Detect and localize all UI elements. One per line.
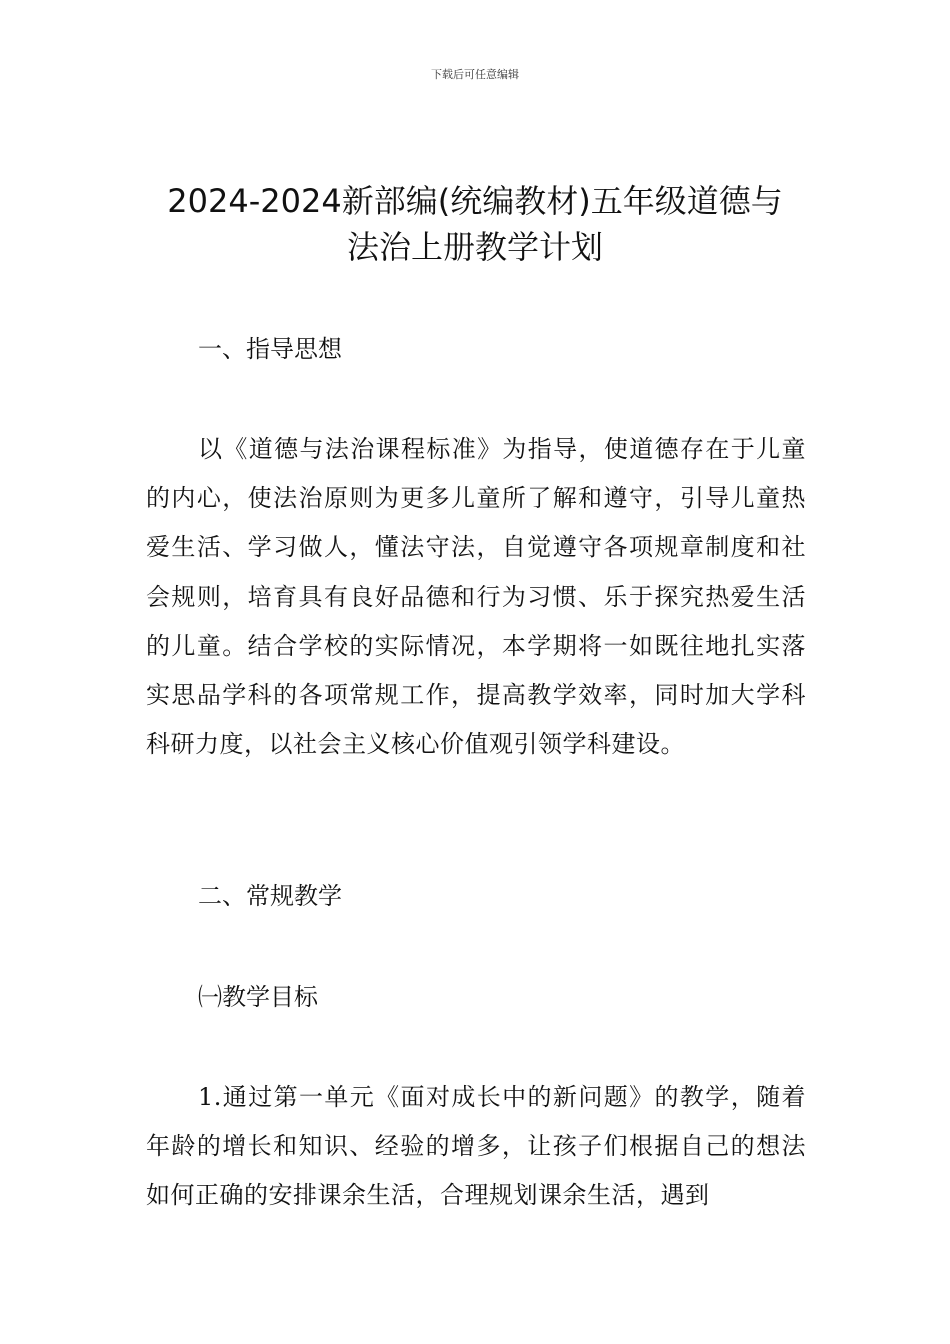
- section-1-body: [146, 425, 806, 769]
- item-1-body: [146, 1073, 806, 1221]
- document-title-line-1: 2024-2024新部编(统编教材)五年级道德与: [167, 182, 783, 220]
- section-1-heading: 一、指导思想: [198, 335, 342, 363]
- section-2-heading: 二、常规教学: [198, 882, 342, 910]
- page-header-note: 下载后可任意编辑: [431, 68, 519, 81]
- subsection-1-heading: ㈠教学目标: [198, 983, 318, 1011]
- item-1-paragraph: 1.通过第一单元《面对成长中的新问题》的教学，随着年龄的增长和知识、经验的增多，让孩子们根据自己的想法如何正确的安排课余生活，合理规划课余生活，遇到: [146, 1083, 806, 1210]
- document-title-line-2: 法治上册教学计划: [346, 228, 603, 266]
- document-title: [130, 178, 820, 270]
- section-1-paragraph: 以《道德与法治课程标准》为指导，使道德存在于儿童的内心，使法治原则为更多儿童所了解和遵守，引导儿童热爱生活、学习做人，懂法守法，自觉遵守各项规章制度和社会规则，培育具有良好品德和行为习惯、乐于探究热爱生活的儿童。结合学校的实际情况，本学期将一如既往地扎实落实思品学科的各项常规工作，提高教学效率，同时加大学科科研力度，以社会主义核心价值观引领学科建设。: [146, 435, 806, 759]
